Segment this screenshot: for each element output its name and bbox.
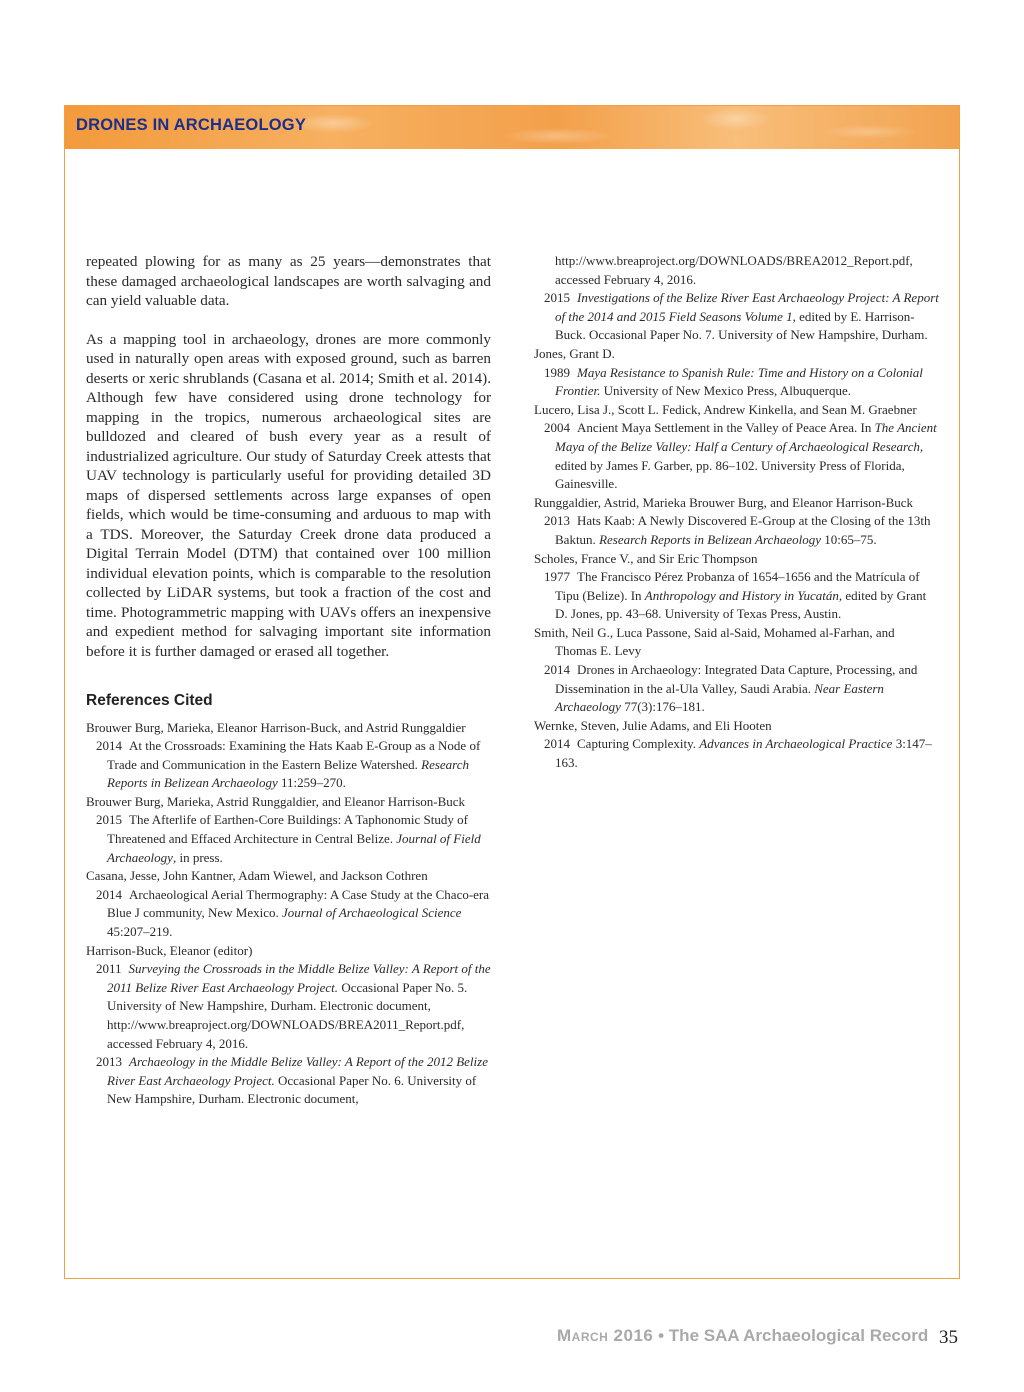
reference-item <box>534 624 939 717</box>
reference-year: 2014 <box>96 738 122 754</box>
reference-author: Scholes, France V., and Sir Eric Thompson <box>534 550 758 566</box>
reference-year: 2015 <box>96 812 122 828</box>
body-paragraph: As a mapping tool in archaeology, drones are more commonly used in naturally open areas with exposed ground, such as barren deserts or xeric shrublands (Casana et al. 2014; Smith et al. 2014). Although few have considered using drone technology for mapping in the tropics, numerous archaeological sites are bulldozed and cleared of bush every year as a result of industrialized agriculture. Our study of Saturday Creek attests that UAV technology is particularly useful for providing detailed 3D maps of dispersed settlements across large expanses of open fields, which would be time-consuming and arduous to map with a TDS. Moreover, the Saturday Creek drone data produced a Digital Terrain Model (DTM) that contained over 100 million individual elevation points, which is comparable to the resolution collected by LiDAR systems, but took a fraction of the cost and time. Photogrammetric mapping with UAVs offers an inexpensive and expedient method for salvaging important site information before it is further damaged or erased all together. <box>86 330 491 660</box>
reference-url: http://www.breaproject.org/DOWNLOADS/BREA2011_Report.pdf, accessed February 4, 2016. <box>107 1017 465 1051</box>
references-list <box>86 719 491 1109</box>
reference-item <box>534 550 939 624</box>
footer-month: March 2016 <box>557 1326 654 1345</box>
reference-year: 1989 <box>544 364 570 380</box>
section-title: DRONES IN ARCHAEOLOGY <box>76 116 307 134</box>
reference-year: 2014 <box>96 886 122 902</box>
references-heading: References Cited <box>86 692 213 709</box>
reference-item <box>534 717 939 773</box>
reference-author: Harrison-Buck, Eleanor (editor) <box>86 942 253 958</box>
reference-entry <box>86 886 491 942</box>
reference-journal: Advances in Archaeological Practice <box>699 736 893 752</box>
reference-author: Brouwer Burg, Marieka, Eleanor Harrison-Buck, and Astrid Runggaldier <box>86 719 466 735</box>
reference-text: Archaeological Aerial Thermography: A Case Study at the Chaco-era Blue J community, New Mexico. <box>107 886 490 921</box>
reference-year: 2014 <box>544 736 570 752</box>
reference-tail: 45:207–219. <box>107 924 173 940</box>
reference-text: The Afterlife of Earthen-Core Buildings: A Taphonomic Study of Threatened and Effaced Architecture in Central Belize. <box>107 812 468 847</box>
reference-entry <box>534 661 939 717</box>
reference-tail: University of New Mexico Press, Albuquerque. <box>603 383 851 399</box>
reference-journal: Research Reports in Belizean Archaeology <box>599 531 821 547</box>
reference-text: Ancient Maya Settlement in the Valley of Peace Area. In <box>577 420 872 436</box>
references-list-continued <box>534 252 939 773</box>
reference-author: Smith, Neil G., Luca Passone, Said al-Said, Mohamed al-Farhan, and Thomas E. Levy <box>534 624 895 659</box>
reference-item <box>534 401 939 494</box>
reference-text: The Francisco Pérez Probanza of 1654–1656 and the Matrícula of Tipu (Belize). In <box>555 569 920 603</box>
reference-year: 2015 <box>544 290 570 306</box>
reference-entry <box>534 735 939 772</box>
reference-url: http://www.breaproject.org/DOWNLOADS/BREA2012_Report.pdf, accessed February 4, 2016. <box>555 253 913 287</box>
reference-text: Capturing Complexity. <box>577 736 697 752</box>
reference-tail: 77(3):176–181. <box>624 699 705 715</box>
reference-item <box>86 793 491 867</box>
reference-author: Wernke, Steven, Julie Adams, and Eli Hooten <box>534 717 772 733</box>
section-banner <box>65 106 959 149</box>
reference-title: Investigations of the Belize River East Archaeology Project: A Report of the 2014 and 2015 Field Seasons Volume 1, <box>555 290 939 324</box>
reference-text: Hats Kaab: A Newly Discovered E-Group at the Closing of the 13th Baktun. <box>555 513 931 547</box>
reference-item <box>86 719 491 793</box>
reference-journal: Journal of Field Archaeology <box>107 831 481 865</box>
reference-title: Surveying the Crossroads in the Middle Belize Valley: A Report of the 2011 Belize River East Archaeology Project. <box>107 961 491 995</box>
running-footer <box>557 1326 928 1346</box>
reference-year: 2014 <box>544 662 570 678</box>
reference-text: Drones in Archaeology: Integrated Data Capture, Processing, and Dissemination in the al-Ula Valley, Saudi Arabia. <box>555 662 918 696</box>
reference-title: Archaeology in the Middle Belize Valley: A Report of the 2012 Belize River East Archaeology Project. <box>107 1054 488 1088</box>
reference-tail: edited by James F. Garber, pp. 86–102. University Press of Florida, Gainesville. <box>555 457 905 492</box>
reference-year: 2011 <box>96 961 122 977</box>
reference-entry <box>534 419 939 493</box>
left-column <box>86 252 491 1109</box>
reference-author: Lucero, Lisa J., Scott L. Fedick, Andrew Kinkella, and Sean M. Graebner <box>534 401 917 417</box>
reference-title: Anthropology and History in Yucatán, <box>644 587 843 603</box>
reference-author: Jones, Grant D. <box>534 345 615 361</box>
reference-year: 2013 <box>544 513 570 529</box>
reference-tail: , in press. <box>172 849 223 865</box>
reference-title: Maya Resistance to Spanish Rule: Time and History on a Colonial Frontier. <box>555 364 923 399</box>
page-number: 35 <box>939 1327 958 1348</box>
reference-entry <box>534 364 939 401</box>
reference-tail: Occasional Paper No. 6. University of New Hampshire, Durham. Electronic document, <box>107 1072 477 1107</box>
reference-item <box>534 345 939 401</box>
reference-author: Runggaldier, Astrid, Marieka Brouwer Burg, and Eleanor Harrison-Buck <box>534 494 914 510</box>
reference-journal: Near Eastern Archaeology <box>555 680 884 715</box>
reference-journal: Research Reports in Belizean Archaeology <box>107 756 470 791</box>
reference-title: The Ancient Maya of the Belize Valley: Half a Century of Archaeological Research, <box>555 420 937 454</box>
reference-tail: Occasional Paper No. 5. University of New Hampshire, Durham. Electronic document, <box>107 979 468 1014</box>
reference-year: 1977 <box>544 569 570 585</box>
reference-author: Casana, Jesse, John Kantner, Adam Wiewel, and Jackson Cothren <box>86 868 428 884</box>
reference-year: 2013 <box>96 1054 122 1070</box>
reference-author: Brouwer Burg, Marieka, Astrid Runggaldier, and Eleanor Harrison-Buck <box>86 793 466 809</box>
reference-entry <box>86 811 491 867</box>
reference-item <box>534 494 939 550</box>
reference-entry <box>86 737 491 793</box>
reference-entry <box>534 568 939 624</box>
reference-entry <box>534 512 939 549</box>
reference-text: At the Crossroads: Examining the Hats Kaab E-Group as a Node of Trade and Communication in the Eastern Belize Watershed. <box>107 738 481 772</box>
reference-entry <box>86 1053 491 1109</box>
reference-tail: edited by Grant D. Jones, pp. 43–68. University of Texas Press, Austin. <box>555 587 927 622</box>
reference-item <box>86 942 491 1109</box>
reference-tail: 3:147–163. <box>555 736 932 771</box>
reference-year: 2004 <box>544 420 570 436</box>
reference-entry <box>534 289 939 345</box>
reference-journal: Journal of Archaeological Science <box>282 905 462 921</box>
reference-tail: edited by E. Harrison-Buck. Occasional Paper No. 7. University of New Hampshire, Durham. <box>555 308 928 343</box>
reference-tail: 11:259–270. <box>281 775 346 791</box>
footer-separator: • <box>658 1326 665 1345</box>
footer-publication: The SAA Archaeological Record <box>668 1326 929 1345</box>
body-paragraph: repeated plowing for as many as 25 years—demonstrates that these damaged archaeological landscapes are worth salvaging and can yield valuable data. <box>86 253 491 309</box>
reference-tail: 10:65–75. <box>824 531 877 547</box>
reference-item <box>86 867 491 941</box>
right-column <box>534 252 939 773</box>
reference-entry <box>86 960 491 1016</box>
